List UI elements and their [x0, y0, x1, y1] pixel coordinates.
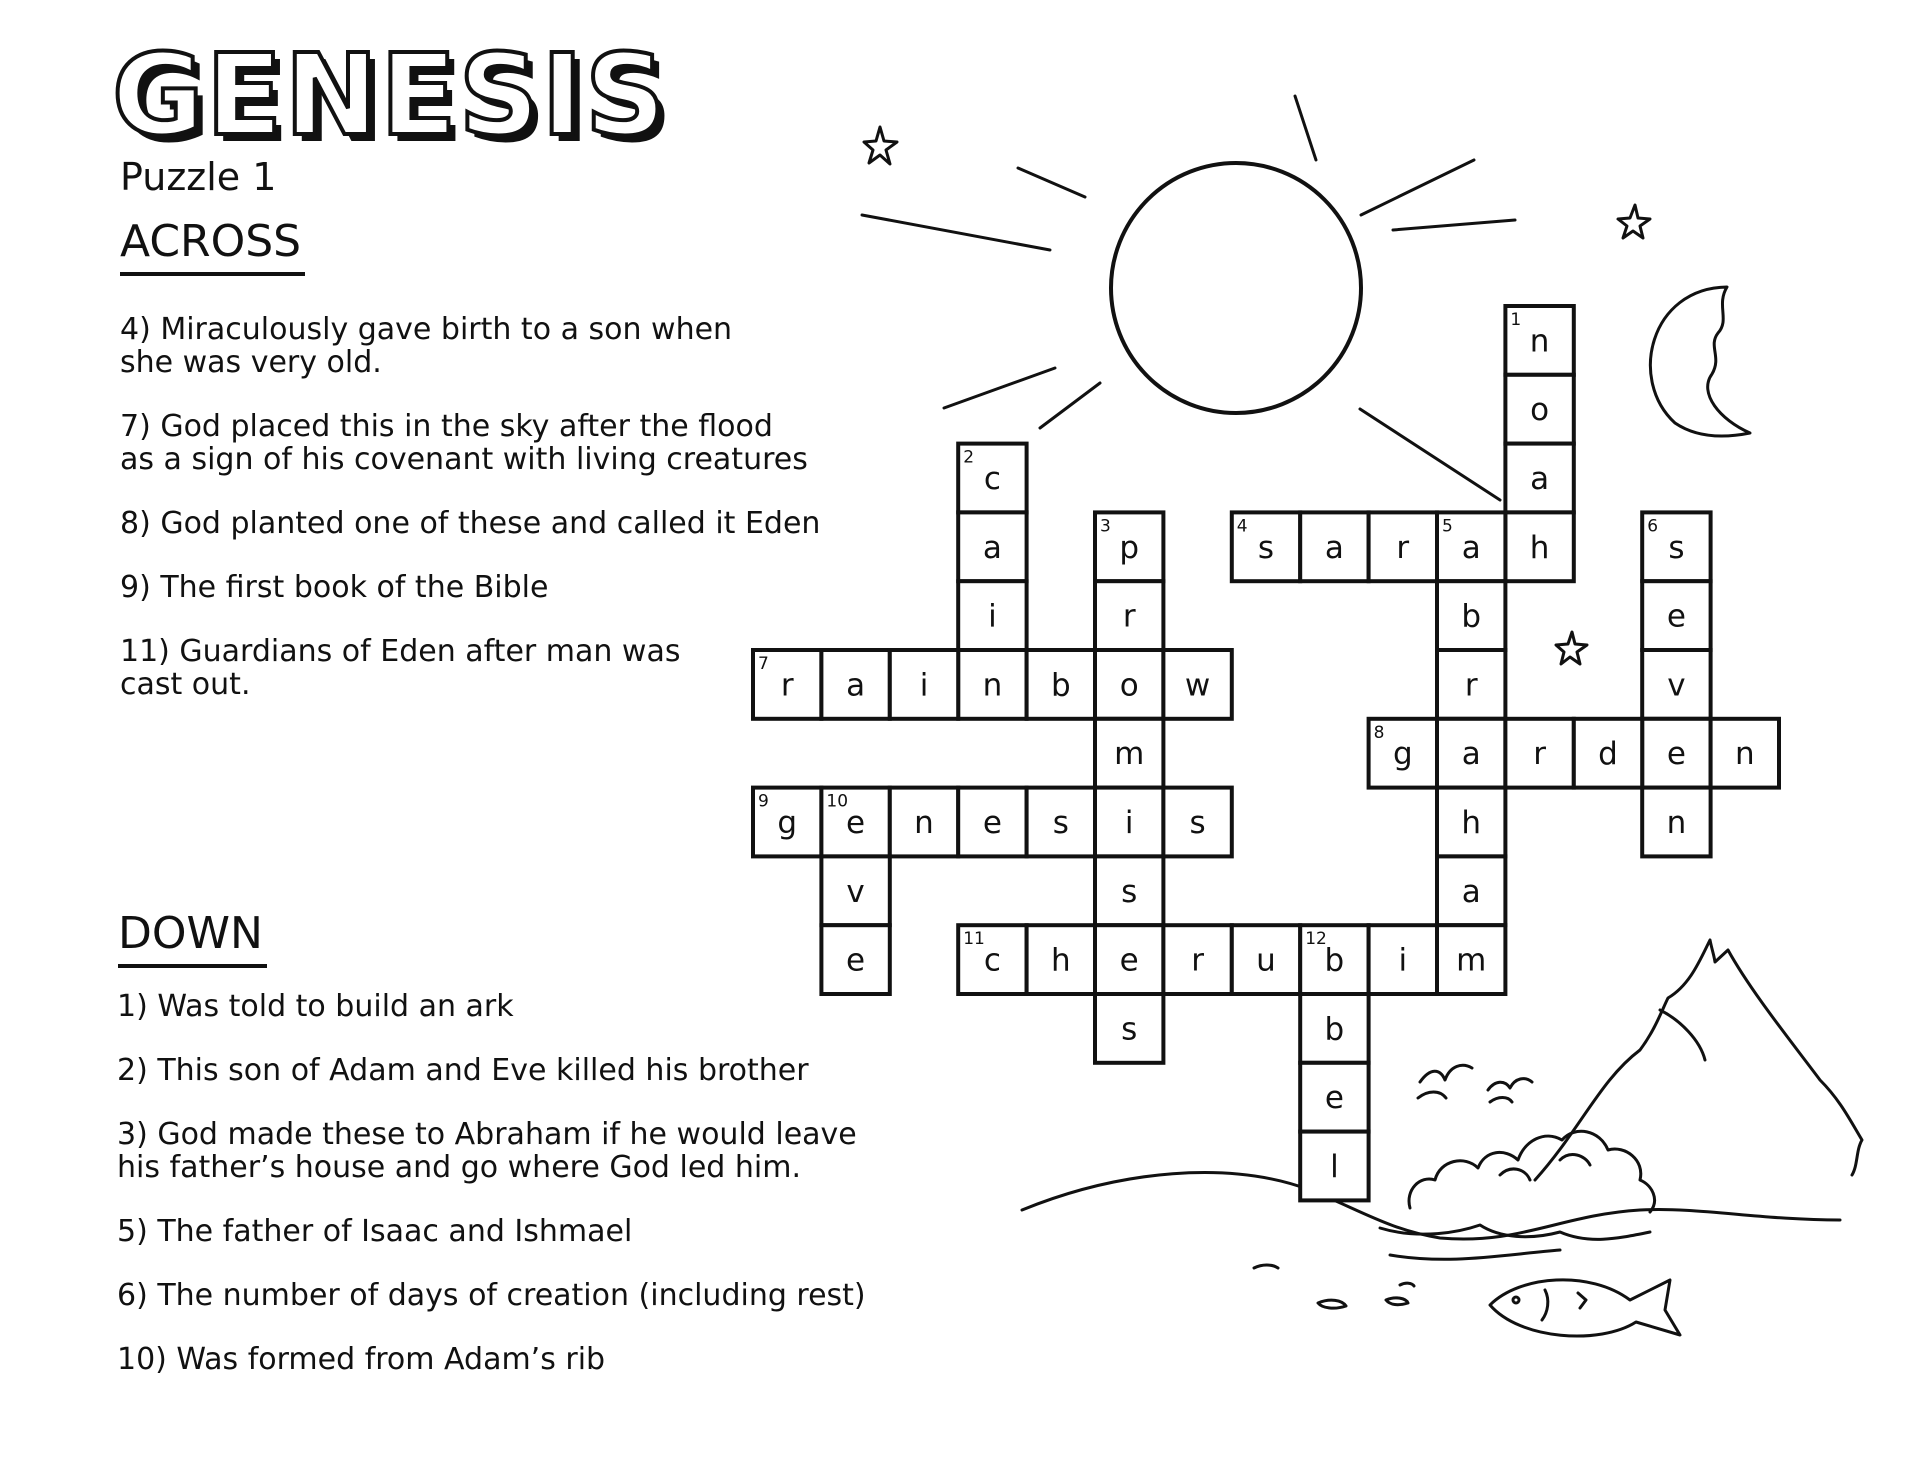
- crossword-letter: i: [919, 667, 929, 704]
- crossword-letter: a: [1461, 873, 1481, 910]
- crossword-letter: e: [1119, 942, 1139, 979]
- across-clue-7: 7) God placed this in the sky after the flood as a sign of his covenant with living creatures: [120, 409, 808, 477]
- crossword-letter: r: [1191, 942, 1204, 979]
- crossword-letter: h: [1461, 805, 1482, 841]
- crossword-letter: g: [777, 805, 798, 841]
- across-clue-4: 4) Miraculously gave birth to a son when she was very old.: [120, 312, 733, 380]
- crossword-letter: e: [846, 942, 866, 979]
- crossword-letter: r: [1464, 667, 1478, 704]
- crossword-clue-number: 5: [1442, 516, 1453, 537]
- crossword-letter: b: [1050, 667, 1071, 704]
- crossword-letter: i: [988, 598, 997, 635]
- crossword-letter: v: [1667, 667, 1686, 704]
- crossword-letter: i: [1398, 942, 1408, 979]
- crossword-letter: s: [1052, 805, 1069, 841]
- across-heading: ACROSS: [120, 220, 305, 276]
- crossword-letter: u: [1256, 942, 1276, 979]
- down-clue-1: 1) Was told to build an ark: [117, 989, 514, 1024]
- crossword-letter: e: [1324, 1080, 1344, 1117]
- crossword-letter: n: [982, 667, 1003, 704]
- crossword-letter: m: [1114, 736, 1145, 773]
- crossword-letter: v: [846, 873, 865, 910]
- fish-icon: [1490, 1280, 1680, 1336]
- crossword-letter: r: [1122, 598, 1136, 635]
- puzzle-subtitle: Puzzle 1: [120, 155, 277, 199]
- down-clue-10: 10) Was formed from Adam’s rib: [117, 1342, 606, 1377]
- crossword-letter: w: [1184, 667, 1211, 704]
- down-clue-5: 5) The father of Isaac and Ishmael: [117, 1214, 633, 1249]
- mountain-icon: [1535, 940, 1862, 1180]
- crossword-letter: d: [1598, 736, 1618, 773]
- crossword-letter: o: [1530, 392, 1550, 429]
- crossword-clue-number: 8: [1373, 722, 1385, 743]
- crossword-letter: r: [1396, 529, 1410, 566]
- crossword-clue-number: 3: [1100, 516, 1111, 537]
- crossword-letter: p: [1119, 529, 1140, 566]
- crossword-letter: b: [1324, 942, 1345, 979]
- crossword-letter: n: [1666, 805, 1687, 841]
- down-heading: DOWN: [118, 912, 267, 968]
- crossword-letter: r: [1533, 736, 1546, 773]
- crossword-letter: l: [1330, 1149, 1339, 1185]
- crossword-clue-number: 7: [758, 654, 769, 674]
- crossword-clue-number: 9: [758, 791, 769, 812]
- birds-icon: [1418, 1065, 1532, 1102]
- crossword-clue-number: 10: [826, 791, 849, 812]
- crossword-letter: a: [982, 529, 1002, 566]
- crossword-letter: e: [1666, 598, 1686, 635]
- crossword-letter: m: [1456, 942, 1487, 979]
- crossword-letter: a: [1461, 529, 1481, 566]
- crossword-clue-number: 6: [1647, 516, 1659, 537]
- across-clue-8: 8) God planted one of these and called it Eden: [120, 506, 821, 541]
- crossword-letter: e: [982, 805, 1002, 841]
- crossword-letter: a: [1461, 736, 1481, 773]
- moon-icon: [1650, 287, 1750, 436]
- crossword-letter: o: [1119, 667, 1139, 704]
- crossword-letter: i: [1124, 805, 1134, 841]
- bushes-icon: [1409, 1131, 1655, 1212]
- crossword-letter: e: [846, 805, 866, 841]
- crossword-letter: h: [1050, 942, 1071, 979]
- crossword-letter: r: [780, 667, 794, 704]
- crossword-letter: s: [1668, 529, 1685, 566]
- crossword-letter: a: [1324, 529, 1344, 566]
- water-icon: [1022, 1173, 1840, 1309]
- crossword-letter: a: [1530, 461, 1550, 497]
- down-clue-6: 6) The number of days of creation (including rest): [117, 1278, 866, 1313]
- crossword-clue-number: 12: [1305, 929, 1327, 950]
- page-title: GENESIS: [112, 31, 668, 161]
- crossword-letter: n: [914, 805, 934, 841]
- crossword-clue-number: 4: [1236, 516, 1248, 537]
- crossword-letter: s: [1257, 529, 1275, 566]
- crossword-letter: s: [1121, 873, 1138, 910]
- sun-icon: [862, 96, 1515, 500]
- crossword-letter: b: [1461, 598, 1482, 635]
- down-clue-3: 3) God made these to Abraham if he would leave his father’s house and go where God led him.: [117, 1117, 857, 1185]
- across-clue-11: 11) Guardians of Eden after man was cast out.: [120, 634, 681, 702]
- crossword-letter: s: [1189, 805, 1206, 841]
- crossword-letter: n: [1734, 736, 1755, 773]
- crossword-letter: c: [983, 942, 1001, 979]
- crossword-letter: s: [1121, 1011, 1138, 1048]
- crossword-clue-number: 1: [1510, 310, 1522, 330]
- crossword-clue-number: 2: [963, 447, 975, 468]
- crossword-letter: c: [983, 461, 1001, 497]
- crossword-letter: a: [846, 667, 866, 704]
- crossword-letter: e: [1666, 736, 1686, 773]
- crossword-letter: b: [1324, 1011, 1345, 1048]
- down-clue-2: 2) This son of Adam and Eve killed his brother: [117, 1053, 809, 1088]
- crossword-clue-number: 11: [963, 929, 985, 950]
- crossword-grid: [753, 306, 1779, 1200]
- crossword-letter: h: [1529, 529, 1550, 566]
- across-clue-9: 9) The first book of the Bible: [120, 570, 549, 605]
- crossword-letter: n: [1529, 323, 1550, 360]
- crossword-letter: g: [1392, 736, 1413, 773]
